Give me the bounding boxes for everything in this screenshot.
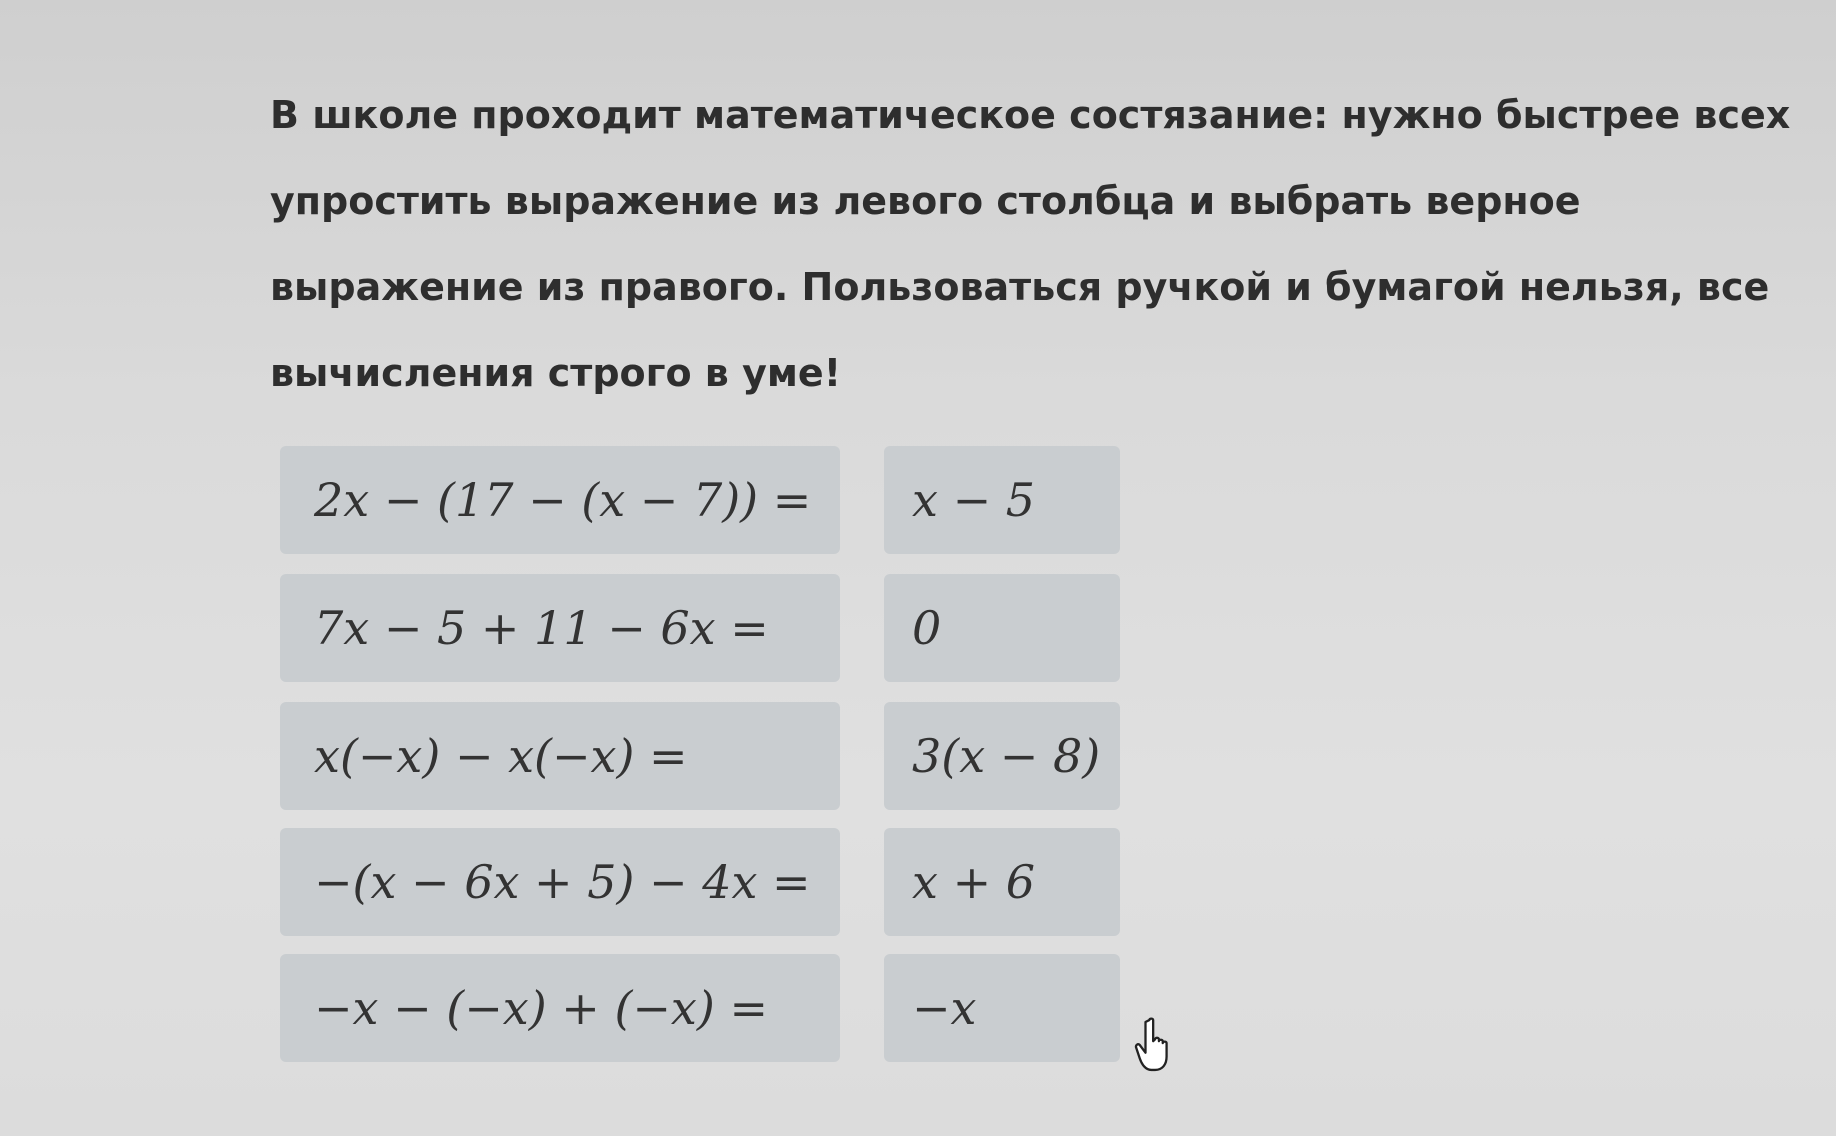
right-answer-5[interactable]: −x xyxy=(884,954,1120,1062)
right-answer-2[interactable]: 0 xyxy=(884,574,1120,682)
left-expression-4[interactable]: −(x − 6x + 5) − 4x = xyxy=(280,828,840,936)
right-answer-4[interactable]: x + 6 xyxy=(884,828,1120,936)
task-description: В школе проходит математическое состязание: нужно быстрее всех упростить выражение из левого столбца и выбрать верное выражение из правого. Пользоваться ручкой и бумагой нельзя, все вычисления строго в уме! xyxy=(270,93,1791,395)
hand-pointer-icon xyxy=(1134,1016,1180,1074)
right-answer-3[interactable]: 3(x − 8) xyxy=(884,702,1120,810)
left-expression-1[interactable]: 2x − (17 − (x − 7)) = xyxy=(280,446,840,554)
left-expression-2[interactable]: 7x − 5 + 11 − 6x = xyxy=(280,574,840,682)
left-expression-3[interactable]: x(−x) − x(−x) = xyxy=(280,702,840,810)
left-expression-5[interactable]: −x − (−x) + (−x) = xyxy=(280,954,840,1062)
right-answer-1[interactable]: x − 5 xyxy=(884,446,1120,554)
